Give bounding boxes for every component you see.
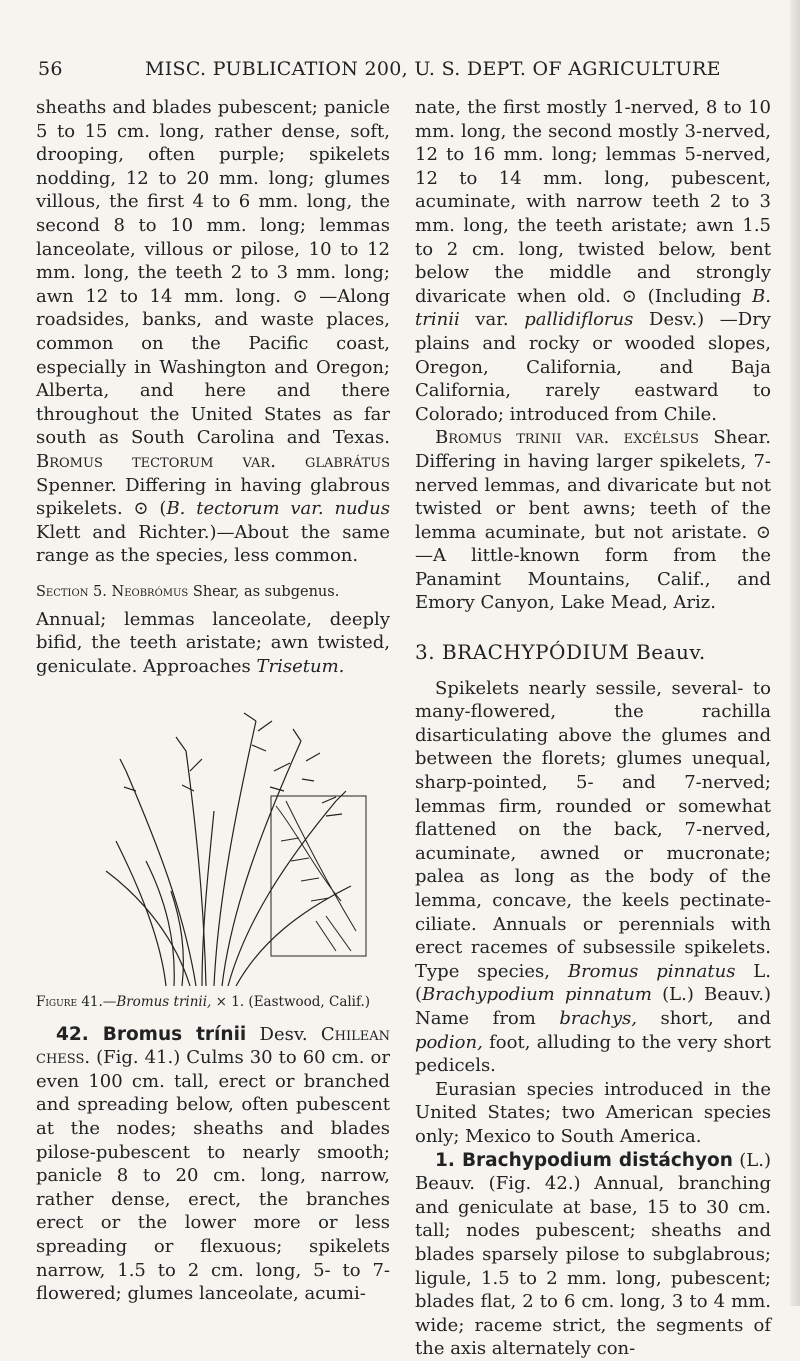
species-heading: 42. Bromus trínii <box>56 1023 247 1045</box>
species-heading: 1. Brachypodium distáchyon <box>435 1149 733 1171</box>
running-title: MISC. PUBLICATION 200, U. S. DEPT. OF AGRICULTURE <box>145 58 721 80</box>
section-heading: Section 5. Neobrómus Shear, as subgenus. <box>36 583 340 600</box>
right-column <box>415 96 771 1361</box>
genus-description: Spikelets nearly sessile, several- to many-flowered, the rachilla disarticulating above the glumes and between the florets; glumes unequal, sharp-pointed, 5- and 7-nerved; lemmas firm, rounded or somewhat flattened on the back, 7-nerved, acuminate, awned or mucronate; palea as long as the body of the lemma, concave, the keels pectinate-ciliate. Annuals or perennials with erect racemes of subsessile spikelets. Type species, Bromus pinnatus L. (Brachypodium pinnatum (L.) Beauv.) Name from brachys, short, and podion, foot, alluding to the very short pedicels. <box>415 677 771 1077</box>
figure-caption: Figure 41.—Bromus trinii, × 1. (Eastwood, Calif.) <box>36 993 371 1010</box>
distribution-paragraph: Eurasian species introduced in the United States; two American species only; Mexico to South America. <box>415 1078 771 1147</box>
variety-name: Bromus tectorum var. glabrátus <box>36 450 390 472</box>
page-number: 56 <box>38 58 63 80</box>
section-description: Annual; lemmas lanceolate, deeply bifid, the teeth aristate; awn twisted, geniculate. Approaches Trisetum. <box>36 608 390 678</box>
variety-entry: Bromus trinii var. excélsus Shear. Differing in having larger spikelets, 7-nerved lemmas, and divaricate but not twisted or bent awns; teeth of the lemma acuminate, but not aristate. ⊙ —A little-known form from the Panamint Mountains, Calif., and Emory Canyon, Lake Mead, Ariz. <box>415 427 771 614</box>
figure-41-illustration <box>86 691 406 991</box>
species-entry: 42. Bromus trínii Desv. Chilean chess. (Fig. 41.) Culms 30 to 60 cm. or even 100 cm. tall, erect or branched and spreading below, often pubescent at the nodes; sheaths and blades pilose-pubescent to nearly smooth; panicle 8 to 20 cm. long, narrow, rather dense, erect, the branches erect or the lower more or less spreading or flexuous; spikelets narrow, 1.5 to 2 cm. long, 5- to 7-flowered; glumes lanceolate, acumi- <box>36 1023 390 1305</box>
left-column <box>36 96 390 1306</box>
paragraph-continued: nate, the first mostly 1-nerved, 8 to 10 mm. long, the second mostly 3-nerved, 12 to 16 mm. long; lemmas 5-nerved, 12 to 14 mm. long, pubescent, acuminate, with narrow teeth 2 to 3 mm. long, the teeth aristate; awn 1.5 to 2 cm. long, twisted below, bent below the middle and strongly divaricate when old. ⊙ (Including B. trinii var. pallidiflorus Desv.) —Dry plains and rocky or wooded slopes, Oregon, California, and Baja California, rarely eastward to Colorado; introduced from Chile. <box>415 97 771 425</box>
page-header <box>0 58 800 88</box>
common-name: Chilean chess. <box>36 1023 390 1069</box>
species-entry: 1. Brachypodium distáchyon (L.) Beauv. (Fig. 42.) Annual, branching and geniculate at base, 15 to 30 cm. tall; nodes pubescent; sheaths and blades sparsely pilose to subglabrous; ligule, 1.5 to 2 mm. long, pubescent; blades flat, 2 to 6 cm. long, 3 to 4 mm. wide; raceme strict, the segments of the axis alternately con- <box>415 1149 771 1360</box>
variety-name: Bromus trinii var. excélsus <box>435 427 699 449</box>
genus-heading: 3. BRACHYPÓDIUM Beauv. <box>415 640 706 665</box>
paragraph-continued: sheaths and blades pubescent; panicle 5 to 15 cm. long, rather dense, soft, drooping, often purple; spikelets nodding, 12 to 20 mm. long; glumes villous, the first 4 to 6 mm. long, the second 8 to 10 mm. long; lemmas lanceolate, villous or pilose, 10 to 12 mm. long, the teeth 2 to 3 mm. long; awn 12 to 14 mm. long. ⊙ —Along roadsides, banks, and waste places, common on the Pacific coast, especially in Washington and Oregon; Alberta, and here and there throughout the United States as far south as South Carolina and Texas. Bromus tectorum var. glabrátus Spenner. Differing in having glabrous spikelets. ⊙ (B. tectorum var. nudus Klett and Richter.)—About the same range as the species, less common. <box>36 97 390 567</box>
page-edge <box>790 0 800 1306</box>
grass-drawing <box>86 691 406 991</box>
